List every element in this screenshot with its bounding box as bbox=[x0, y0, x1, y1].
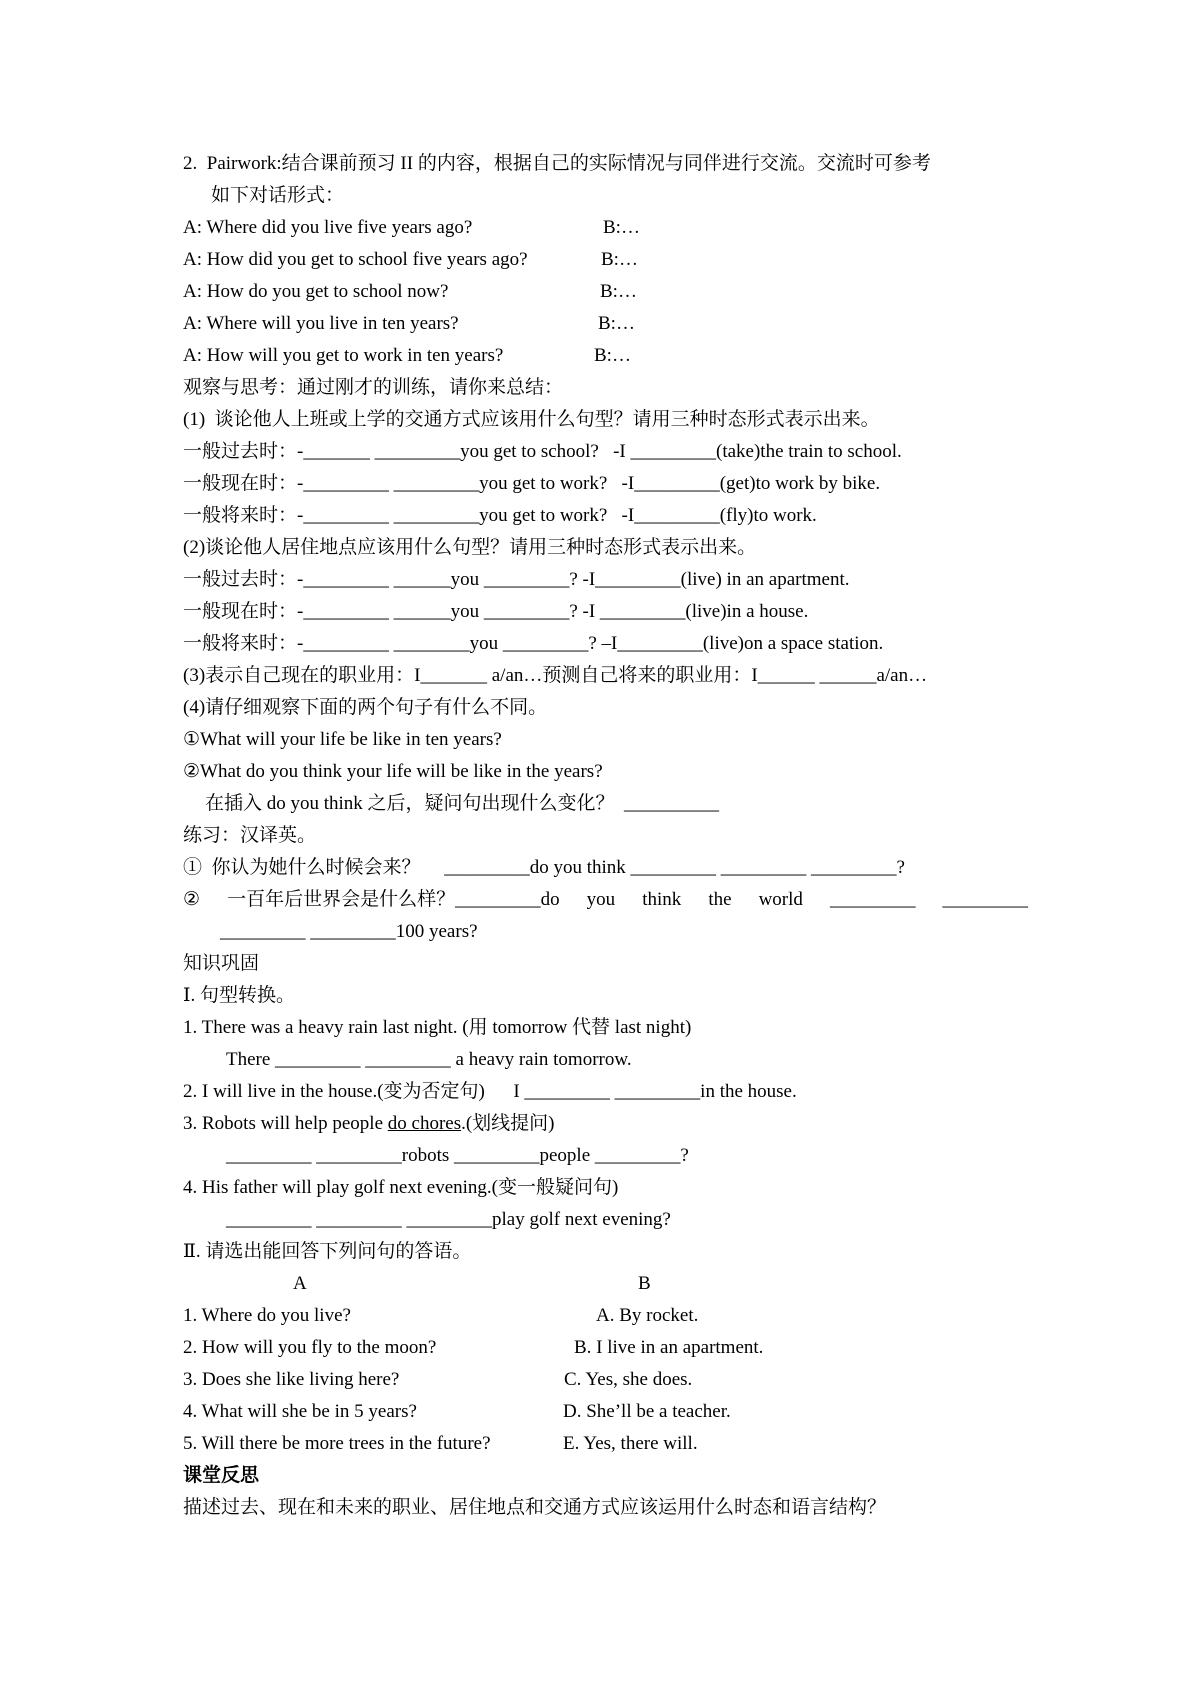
dialog-b: B:… bbox=[601, 249, 638, 270]
sentence-2: ②What do you think your life will be like in the years? bbox=[183, 761, 603, 782]
practice-item-2-word: _________ bbox=[829, 889, 916, 910]
part1-title: Ⅰ. 句型转换。 bbox=[183, 985, 296, 1006]
observe-q4: (4)请仔细观察下面的两个句子有什么不同。 bbox=[183, 697, 548, 718]
sentence-1: ①What will your life be like in ten years? bbox=[183, 729, 502, 750]
match-answer: C. Yes, she does. bbox=[564, 1369, 693, 1390]
q1-line-past: 一般过去时：-_______ _________you get to school? -I _________(take)the train to school. bbox=[183, 441, 902, 462]
conversion-q4-answer: _________ _________ _________play golf next evening? bbox=[226, 1209, 671, 1230]
practice-title: 练习：汉译英。 bbox=[183, 825, 317, 846]
pairwork-heading-cont: 如下对话形式： bbox=[211, 185, 345, 206]
column-a-header: A bbox=[293, 1273, 307, 1294]
practice-item-2 bbox=[183, 884, 1028, 916]
q1-line-future: 一般将来时：-_________ _________you get to work? -I_________(fly)to work. bbox=[183, 505, 817, 526]
dialog-b: B:… bbox=[603, 217, 640, 238]
practice-item-1: ① 你认为她什么时候会来？ _________do you think _________ _________ _________? bbox=[183, 857, 905, 878]
practice-item-2-word: the bbox=[708, 889, 732, 910]
conversion-q3-answer: _________ _________robots _________people _________? bbox=[226, 1145, 689, 1166]
match-question: 2. How will you fly to the moon? bbox=[183, 1337, 437, 1358]
conversion-q3-underlined: do chores bbox=[387, 1113, 462, 1134]
match-question: 3. Does she like living here? bbox=[183, 1369, 400, 1390]
practice-item-2-word: _________ bbox=[942, 889, 1028, 910]
observe-q3: (3)表示自己现在的职业用：I_______ a/an…预测自己将来的职业用：I______ ______a/an… bbox=[183, 665, 928, 686]
q2-line-past: 一般过去时：-_________ ______you _________? -I_________(live) in an apartment. bbox=[183, 569, 850, 590]
conversion-q4: 4. His father will play golf next evening.(变一般疑问句) bbox=[183, 1177, 619, 1198]
practice-item-2-word: think bbox=[642, 889, 682, 910]
dialog-b: B:… bbox=[594, 345, 631, 366]
dialog-a: A: How did you get to school five years ago? bbox=[183, 249, 528, 270]
practice-item-2-word: ② bbox=[183, 889, 201, 910]
match-answer: E. Yes, there will. bbox=[563, 1433, 698, 1454]
reflection-text: 描述过去、现在和未来的职业、居住地点和交通方式应该运用什么时态和语言结构？ bbox=[183, 1497, 887, 1518]
dialog-a: A: Where did you live five years ago? bbox=[183, 217, 473, 238]
match-question: 1. Where do you live? bbox=[183, 1305, 351, 1326]
practice-item-2-word: world bbox=[758, 889, 803, 910]
practice-item-2-cont: _________ _________100 years? bbox=[220, 921, 478, 942]
q1-line-present: 一般现在时：-_________ _________you get to work? -I_________(get)to work by bike. bbox=[183, 473, 881, 494]
conversion-q1: 1. There was a heavy rain last night. (用 tomorrow 代替 last night) bbox=[183, 1017, 692, 1038]
reflection-title: 课堂反思 bbox=[183, 1465, 260, 1486]
dialog-a: A: How will you get to work in ten years? bbox=[183, 345, 504, 366]
column-b-header: B bbox=[638, 1273, 651, 1294]
observe-q2: (2)谈论他人居住地点应该用什么句型？请用三种时态形式表示出来。 bbox=[183, 537, 757, 558]
conversion-q1-answer: There _________ _________ a heavy rain tomorrow. bbox=[226, 1049, 632, 1070]
practice-item-2-word: 一百年后世界会是什么样？_________do bbox=[227, 889, 560, 910]
match-answer: B. I live in an apartment. bbox=[574, 1337, 764, 1358]
match-answer: A. By rocket. bbox=[596, 1305, 699, 1326]
conversion-q3-post: .(划线提问) bbox=[461, 1113, 555, 1134]
practice-item-2-word: you bbox=[586, 889, 616, 910]
dialog-b: B:… bbox=[598, 313, 635, 334]
q2-line-future: 一般将来时：-_________ ________you _________? –I_________(live)on a space station. bbox=[183, 633, 884, 654]
observe-q1: (1) 谈论他人上班或上学的交通方式应该用什么句型？请用三种时态形式表示出来。 bbox=[183, 409, 880, 430]
q2-line-present: 一般现在时：-_________ ______you _________? -I _________(live)in a house. bbox=[183, 601, 809, 622]
match-question: 4. What will she be in 5 years? bbox=[183, 1401, 417, 1422]
match-question: 5. Will there be more trees in the future? bbox=[183, 1433, 491, 1454]
match-answer: D. She’ll be a teacher. bbox=[563, 1401, 731, 1422]
conversion-q2: 2. I will live in the house.(变为否定句) I _________ _________in the house. bbox=[183, 1081, 797, 1102]
dialog-b: B:… bbox=[600, 281, 637, 302]
conversion-q3 bbox=[183, 1108, 555, 1140]
observe-title: 观察与思考：通过刚才的训练，请你来总结： bbox=[183, 377, 564, 398]
consolidate-title: 知识巩固 bbox=[183, 953, 260, 974]
insert-question: 在插入 do you think 之后，疑问句出现什么变化？ __________ bbox=[205, 793, 720, 814]
pairwork-heading: 2. Pairwork:结合课前预习 II 的内容，根据自己的实际情况与同伴进行交流。交流时可参考 bbox=[183, 153, 931, 174]
conversion-q3-pre: 3. Robots will help people bbox=[183, 1113, 388, 1134]
dialog-a: A: Where will you live in ten years? bbox=[183, 313, 459, 334]
part2-title: Ⅱ. 请选出能回答下列问句的答语。 bbox=[183, 1241, 472, 1262]
dialog-a: A: How do you get to school now? bbox=[183, 281, 449, 302]
